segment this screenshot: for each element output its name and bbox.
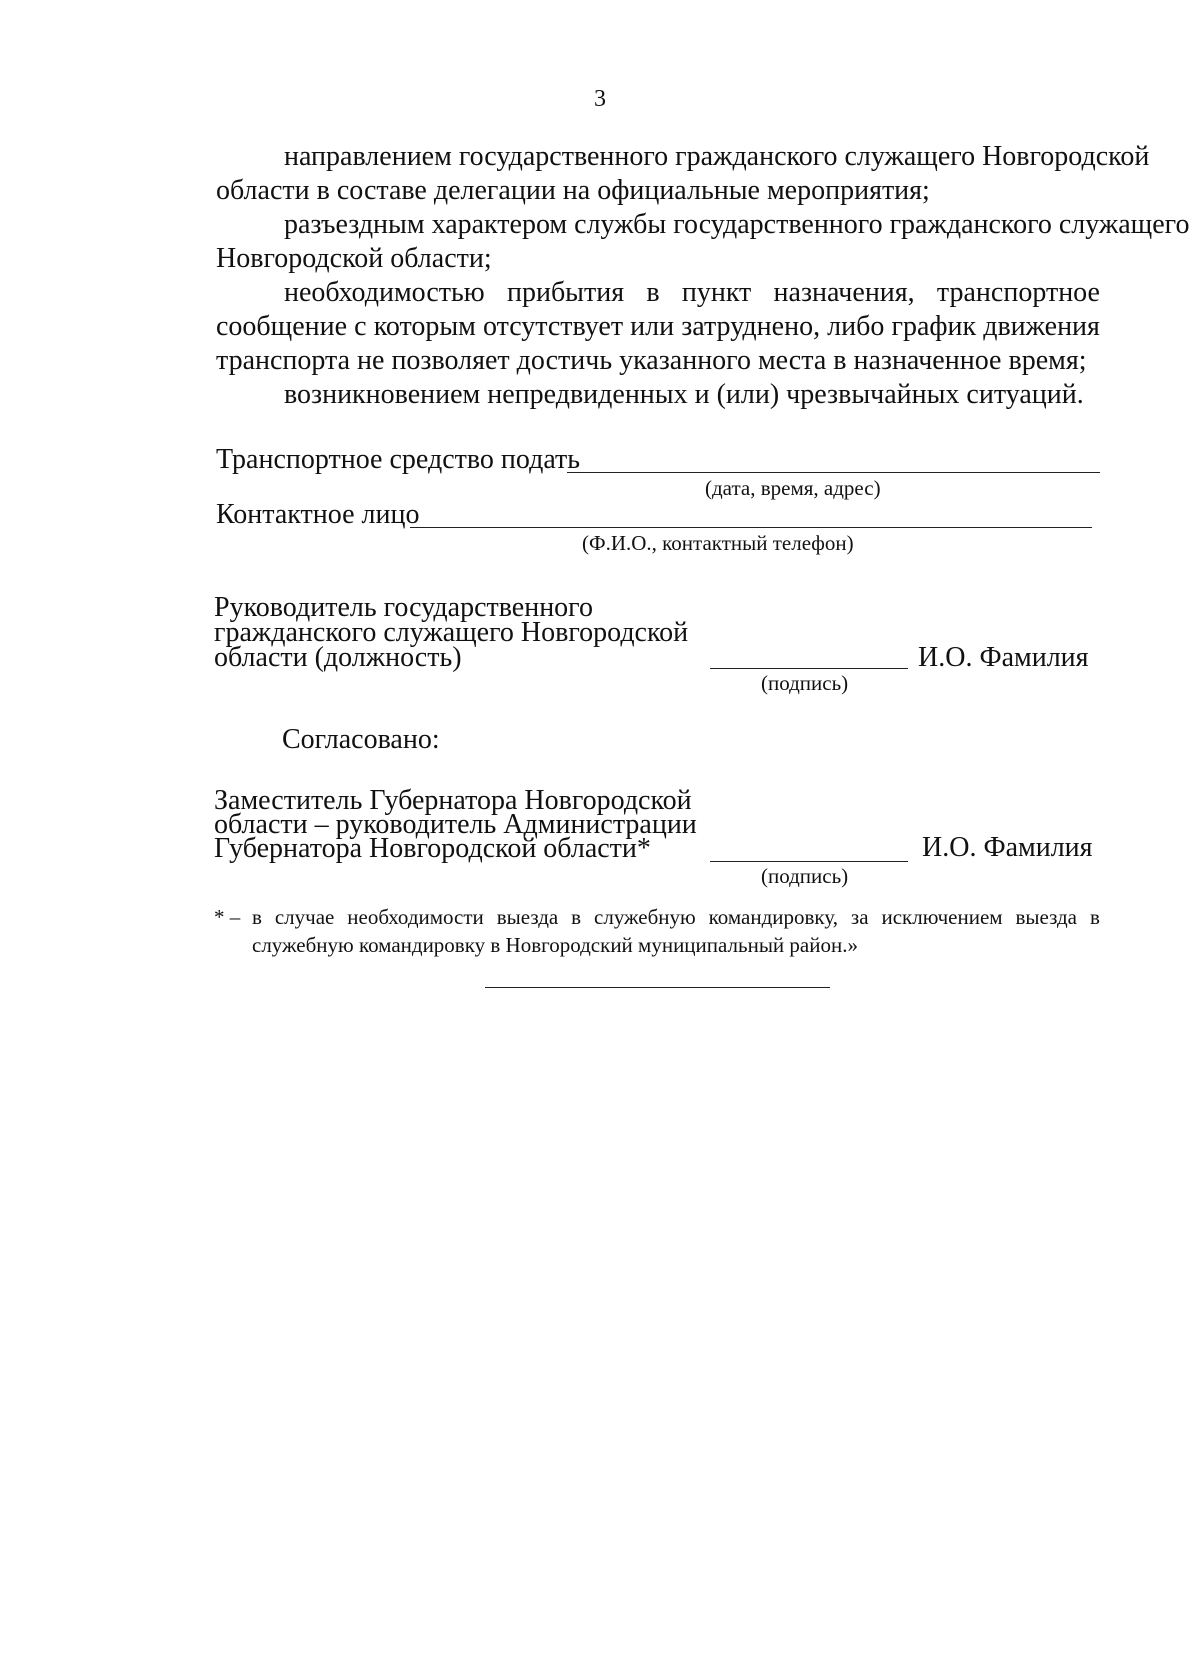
paragraph-3-line-2-word: график: [891, 311, 977, 342]
paragraph-1-line-1: направлением государственного гражданского служащего Новгородской: [284, 141, 1150, 172]
paragraph-2-line-1: разъездным характером службы государственного гражданского служащего: [284, 209, 1190, 240]
paragraph-3-line-3: транспорта не позволяет достичь указанного места в назначенное время;: [216, 345, 1087, 376]
footnote-line-1-word: в: [252, 905, 262, 929]
paragraph-3-line-1-word: транспортное: [936, 277, 1100, 308]
paragraph-3-line-1-word: назначения,: [773, 277, 915, 308]
paragraph-3-line-1: [284, 275, 1100, 311]
paragraph-3-line-1-word: прибытия: [506, 277, 625, 308]
paragraph-3-line-2-word: или: [630, 311, 675, 342]
contact-field-label: Контактное лицо: [216, 499, 420, 530]
footnote-line-1-word: в: [571, 905, 582, 929]
paragraph-3-line-2-word: либо: [827, 311, 885, 342]
vehicle-field-caption: (дата, время, адрес): [705, 476, 881, 500]
head-position-line-1: Руководитель государственного: [214, 592, 593, 623]
paragraph-3-line-2-word: сообщение: [216, 311, 348, 342]
footnote-line-1-word: исключением: [881, 905, 1003, 929]
footnote-line-1-word: командировку,: [708, 905, 838, 929]
paragraph-3-line-2-word: движения: [983, 311, 1100, 342]
paragraph-3-line-2: [216, 309, 1100, 345]
paragraph-3-line-2-word: отсутствует: [483, 311, 624, 342]
vehicle-field-label: Транспортное средство подать: [216, 444, 581, 475]
head-position-line-3: области (должность): [214, 642, 462, 673]
paragraph-2-line-2: Новгородской области;: [216, 243, 492, 274]
footnote-line-2: служебную командировку в Новгородский муниципальный район.»: [252, 933, 858, 957]
footnote-line-1-word: за: [850, 905, 869, 929]
paragraph-4-line-1: возникновением непредвиденных и (или) чрезвычайных ситуаций.: [284, 379, 1084, 410]
paragraph-3-line-2-word: затруднено,: [681, 311, 821, 342]
footnote-line-1: [252, 903, 1100, 931]
paragraph-3-line-1-word: необходимостью: [284, 277, 485, 308]
footnote-line-1-word: в: [1089, 905, 1100, 929]
closing-rule: [485, 987, 830, 988]
footnote-line-1-word: служебную: [594, 905, 696, 929]
footnote-line-1-word: выезда: [496, 905, 559, 929]
footnote-line-1-word: случае: [274, 905, 335, 929]
paragraph-3-line-2-word: которым: [373, 311, 476, 342]
deputy-signature-caption: (подпись): [761, 864, 849, 888]
deputy-position-line-3: Губернатора Новгородской области*: [214, 833, 651, 864]
paragraph-1-line-2: области в составе делегации на официальные мероприятия;: [216, 175, 930, 206]
head-signatory-name: И.О. Фамилия: [918, 642, 1089, 673]
footnote-marker: * –: [214, 905, 241, 929]
contact-field-line: [410, 527, 1092, 528]
head-position-line-2: гражданского служащего Новгородской: [214, 617, 689, 648]
deputy-signatory-name: И.О. Фамилия: [922, 832, 1093, 863]
paragraph-3-line-2-word: с: [354, 311, 367, 342]
vehicle-field-line: [567, 472, 1100, 473]
footnote-line-1-word: выезда: [1015, 905, 1078, 929]
deputy-position-line-1: Заместитель Губернатора Новгородской: [214, 785, 692, 816]
head-signature-caption: (подпись): [761, 671, 849, 695]
paragraph-3-line-1-word: в: [646, 277, 660, 308]
approved-label: Согласовано:: [282, 724, 440, 755]
contact-field-caption: (Ф.И.О., контактный телефон): [582, 531, 854, 555]
deputy-position-line-2: области – руководитель Администрации: [214, 809, 697, 840]
head-signature-line: [710, 668, 908, 669]
paragraph-3-line-1-word: пункт: [681, 277, 752, 308]
page-number: 3: [594, 86, 606, 112]
footnote-line-1-word: необходимости: [347, 905, 484, 929]
deputy-signature-line: [710, 861, 908, 862]
